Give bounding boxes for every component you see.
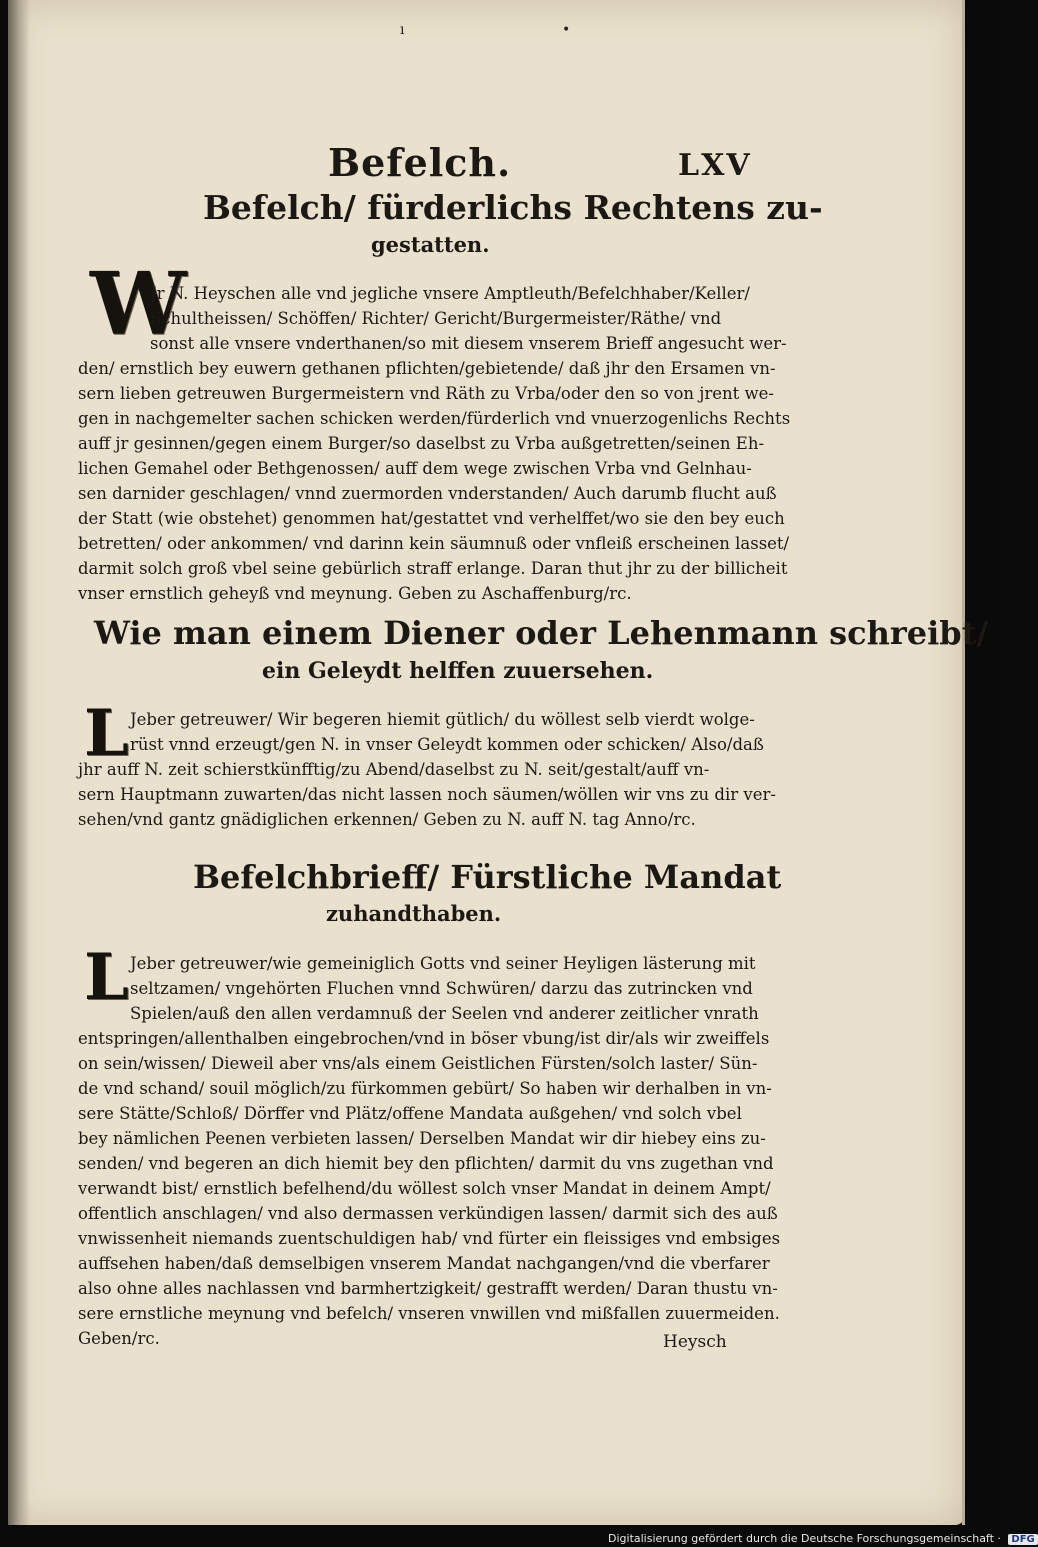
section-1-body	[78, 281, 791, 631]
body-line: sern Hauptmann zuwarten/das nicht lassen noch säumen/wöllen wir vns zu dir ver-	[78, 785, 776, 804]
section-3-title-line-2: zuhandthaben.	[326, 901, 502, 926]
credit-text: Digitalisierung gefördert durch die Deutsche Forschungsgemeinschaft ·	[608, 1532, 1001, 1545]
catchword: Heysch	[663, 1332, 727, 1352]
body-line: bey nämlichen Peenen verbieten lassen/ Derselben Mandat wir dir hiebey eins zu-	[78, 1129, 766, 1148]
dfg-logo: DFG	[1008, 1534, 1037, 1545]
body-line: seltzamen/ vngehörten Fluchen vnnd Schwüren/ darzu das zutrincken vnd	[130, 979, 753, 998]
section-2-title-line-2: ein Geleydt helffen zuuersehen.	[262, 658, 654, 684]
body-line: offentlich anschlagen/ vnd also dermassen verkündigen lassen/ darmit sich des auß	[78, 1204, 778, 1223]
body-line: jhr auff N. zeit schierstkünfftig/zu Abend/daselbst zu N. seit/gestalt/auff vn-	[78, 760, 710, 779]
body-line: senden/ vnd begeren an dich hiemit bey den pflichten/ darmit du vns zugethan vnd	[78, 1154, 774, 1173]
section-1-title-line-1: Befelch/ fürderlichs Rechtens zu-	[203, 188, 823, 227]
body-line: sehen/vnd gantz gnädiglichen erkennen/ Geben zu N. auff N. tag Anno/rc.	[78, 810, 696, 829]
top-mark-1: ı	[400, 22, 405, 38]
section-2-body	[78, 707, 776, 832]
top-mark-2: •	[562, 22, 571, 38]
body-line: Geben/rc.	[78, 1329, 160, 1348]
body-line: Schultheissen/ Schöffen/ Richter/ Gericht/Burgermeister/Räthe/ vnd	[150, 309, 722, 328]
body-line: verwandt bist/ ernstlich befelhend/du wöllest solch vnser Mandat in deinem Ampt/	[78, 1179, 771, 1198]
initial-letter: L	[84, 940, 129, 1015]
body-line: on sein/wissen/ Dieweil aber vns/als einem Geistlichen Fürsten/solch laster/ Sün-	[78, 1054, 758, 1073]
running-head: Befelch.	[328, 140, 512, 185]
body-line: de vnd schand/ souil möglich/zu fürkommen gebürt/ So haben wir derhalben in vn-	[78, 1079, 772, 1098]
body-line: Jr N. Heyschen alle vnd jegliche vnsere Amptleuth/Befelchhaber/Keller/	[150, 284, 750, 303]
body-line: auff jr gesinnen/gegen einem Burger/so daselbst zu Vrba außgetretten/seinen Eh-	[78, 434, 765, 453]
body-line: sern lieben getreuwen Burgermeistern vnd Räth zu Vrba/oder den so von jrent we-	[78, 384, 774, 403]
body-line: also ohne alles nachlassen vnd barmhertzigkeit/ gestrafft werden/ Daran thustu vn-	[78, 1279, 778, 1298]
section-1-title-line-2: gestatten.	[371, 232, 490, 257]
body-line: gen in nachgemelter sachen schicken werden/fürderlich vnd vnuerzogenlichs Rechts	[78, 409, 791, 428]
body-line: sonst alle vnsere vnderthanen/so mit diesem vnserem Brieff angesucht wer-	[150, 334, 787, 353]
body-line: der Statt (wie obstehet) genommen hat/gestattet vnd verhelffet/wo sie den bey euch	[78, 509, 785, 528]
body-line: lichen Gemahel oder Bethgenossen/ auff dem wege zwischen Vrba vnd Gelnhau-	[78, 459, 752, 478]
folio-number: LXV	[678, 148, 752, 183]
initial-letter: W	[90, 254, 187, 355]
body-line: darmit solch groß vbel seine gebürlich straff erlange. Daran thut jhr zu der billicheit	[78, 559, 788, 578]
body-line: Jeber getreuwer/ Wir begeren hiemit gütlich/ du wöllest selb vierdt wolge-	[130, 710, 755, 729]
body-line: sen darnider geschlagen/ vnnd zuermorden vnderstanden/ Auch darumb flucht auß	[78, 484, 777, 503]
initial-letter: L	[84, 696, 129, 771]
body-line: sere Stätte/Schloß/ Dörffer vnd Plätz/offene Mandata außgehen/ vnd solch vbel	[78, 1104, 742, 1123]
section-3-body	[78, 951, 781, 1351]
section-3-title-line-1: Befelchbrieff/ Fürstliche Mandat	[193, 858, 782, 896]
body-line: den/ ernstlich bey euwern gethanen pflichten/gebietende/ daß jhr den Ersamen vn-	[78, 359, 776, 378]
section-2-title-line-1: Wie man einem Diener oder Lehenmann schreibt/	[94, 614, 989, 652]
body-line: Jeber getreuwer/wie gemeiniglich Gotts vnd seiner Heyligen lästerung mit	[130, 954, 756, 973]
body-line: vnwissenheit niemands zuentschuldigen hab/ vnd fürter ein fleissiges vnd embsiges	[78, 1229, 781, 1248]
page-gutter-shadow	[8, 0, 30, 1525]
body-line: entspringen/allenthalben eingebrochen/vnd in böser vbung/ist dir/als wir zweiffels	[78, 1029, 770, 1048]
body-line: auffsehen haben/daß demselbigen vnserem Mandat nachgangen/vnd die vberfarer	[78, 1254, 770, 1273]
body-line: betretten/ oder ankommen/ vnd darinn kein säumnuß oder vnfleiß erscheinen lasset/	[78, 534, 790, 553]
scanned-page	[8, 0, 989, 1525]
body-line: Spielen/auß den allen verdamnuß der Seelen vnd anderer zeitlicher vnrath	[130, 1004, 759, 1023]
body-line: sere ernstliche meynung vnd befelch/ vnseren vnwillen vnd mißfallen zuuermeiden.	[78, 1304, 780, 1323]
body-line: rüst vnnd erzeugt/gen N. in vnser Geleydt kommen oder schicken/ Also/daß	[130, 735, 764, 754]
page-edge	[962, 0, 965, 1525]
digitization-credit	[608, 1532, 1038, 1545]
body-line: vnser ernstlich geheyß vnd meynung. Geben zu Aschaffenburg/rc.	[78, 584, 632, 603]
